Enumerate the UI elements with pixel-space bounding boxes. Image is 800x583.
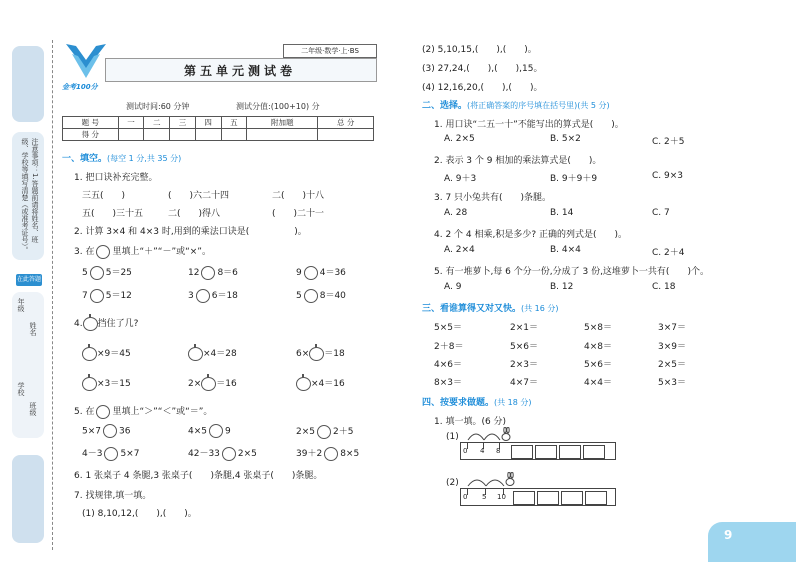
- score-input[interactable]: [144, 129, 170, 141]
- operand: 12: [188, 268, 200, 278]
- answer-circle[interactable]: [304, 266, 318, 280]
- operand: 8＝6: [217, 268, 238, 278]
- label-grade: 年级: [17, 298, 25, 312]
- s4-q1-text: 1. 填一填。(6 分): [434, 417, 507, 427]
- choice-question: 2. 表示 3 个 9 相加的乘法算式是( )。: [434, 156, 602, 166]
- calc-item[interactable]: 3×9＝: [658, 342, 686, 352]
- answer-box[interactable]: [511, 445, 533, 459]
- q5-prefix: 5. 在: [74, 407, 95, 417]
- tick-label: 0: [463, 493, 468, 501]
- operand: 7: [82, 291, 88, 301]
- operand: ＝16: [216, 379, 237, 389]
- section-note: (共 18 分): [494, 398, 532, 407]
- apple-icon[interactable]: [309, 347, 324, 361]
- notice-panel: [12, 132, 44, 260]
- operand: 42－33: [188, 449, 220, 459]
- q4-item: [296, 346, 345, 361]
- calc-item[interactable]: 2×5＝: [658, 360, 686, 370]
- operand: 2×5: [296, 427, 315, 437]
- choice-question: 5. 有一堆萝卜,每 6 个分一份,分成了 3 份,这堆萝卜一共有( )个。: [434, 267, 709, 277]
- answer-box[interactable]: [537, 491, 559, 505]
- q6-text: 6. 1 张桌子 4 条腿,3 张桌子( )条腿,4 张桌子( )条腿。: [74, 471, 323, 481]
- answer-circle[interactable]: [90, 266, 104, 280]
- operand: ×3＝15: [97, 379, 131, 389]
- notice-text: 注意事项：1.答题前请将姓名、班级、学校等填写清楚（或准考证号）。: [21, 138, 39, 254]
- operand: 8＝40: [319, 291, 346, 301]
- calc-item[interactable]: 3×7＝: [658, 323, 686, 333]
- q1-item[interactable]: ( )二十一: [272, 209, 325, 219]
- section-note: (将正确答案的序号填在括号里)(共 5 分): [467, 101, 610, 110]
- calc-item[interactable]: 5×8＝: [584, 323, 612, 333]
- q4-item: [296, 376, 345, 391]
- q7-item[interactable]: (3) 27,24,( ),( ),15。: [422, 64, 543, 74]
- answer-circle[interactable]: [90, 289, 104, 303]
- operand: 5＝25: [105, 268, 132, 278]
- apple-icon[interactable]: [188, 347, 203, 361]
- calc-item[interactable]: 2×1＝: [510, 323, 538, 333]
- choice-option[interactable]: A. 9＋3: [444, 174, 477, 184]
- test-score: 测试分值:(100+10) 分: [236, 102, 320, 111]
- choice-option[interactable]: A. 2×5: [444, 134, 475, 144]
- page-title: 第五单元测试卷: [183, 64, 296, 78]
- operand: 6＝18: [211, 291, 238, 301]
- q5-item: [296, 424, 353, 439]
- q3-item: [82, 288, 132, 303]
- q3-suffix: 里填上“＋”“－”或“×”。: [112, 247, 211, 257]
- apple-icon[interactable]: [82, 377, 97, 391]
- apple-icon[interactable]: [201, 377, 216, 391]
- calc-item[interactable]: 4×6＝: [434, 360, 462, 370]
- rabbit-icon: [500, 427, 512, 441]
- binding-strip-bottom: [12, 455, 44, 543]
- q5-suffix: 里填上“＞”“＜”或“＝”。: [112, 407, 213, 417]
- calc-item[interactable]: 4×4＝: [584, 378, 612, 388]
- student-info-panel: [12, 292, 44, 438]
- answer-box[interactable]: [559, 445, 581, 459]
- operand: 5×7: [120, 449, 140, 459]
- q4-item: [188, 346, 237, 361]
- choice-question: 4. 2 个 4 相乘,积是多少? 正确的列式是( )。: [434, 230, 628, 240]
- number-line-2: [460, 488, 616, 506]
- score-input[interactable]: [318, 129, 374, 141]
- choice-option[interactable]: B. 12: [550, 282, 574, 292]
- apple-icon: [83, 317, 98, 331]
- q4-item: [82, 346, 131, 361]
- q5-item: [82, 424, 130, 438]
- choice-option[interactable]: A. 28: [444, 208, 468, 218]
- operand: ×4＝16: [311, 379, 345, 389]
- q4-prefix: 4.: [74, 319, 83, 329]
- calc-item[interactable]: 8×3＝: [434, 378, 462, 388]
- operand: 6×: [296, 349, 310, 359]
- answer-circle[interactable]: [304, 289, 318, 303]
- score-table-header-row: [63, 117, 374, 129]
- q3-prefix: 3. 在: [74, 247, 95, 257]
- label-school: 学校: [17, 382, 25, 396]
- score-input[interactable]: [221, 129, 247, 141]
- operand: 4＝36: [319, 268, 346, 278]
- q5-item: [188, 446, 257, 461]
- tick-label: 10: [497, 493, 506, 501]
- score-input[interactable]: [247, 129, 318, 141]
- operand: 4－3: [82, 449, 103, 459]
- score-table: [62, 116, 374, 141]
- score-input[interactable]: [118, 129, 144, 141]
- choice-question: 1. 用口诀“二五一十”不能写出的算式是( )。: [434, 120, 624, 130]
- calc-item[interactable]: 5×3＝: [658, 378, 686, 388]
- apple-icon[interactable]: [82, 347, 97, 361]
- q5-item: [188, 424, 231, 438]
- q3-item: [296, 265, 346, 280]
- calc-item[interactable]: 2＋8＝: [434, 342, 464, 352]
- operand: 2＋5: [333, 427, 354, 437]
- operand: ＝18: [324, 349, 345, 359]
- section-2-title: [422, 98, 610, 111]
- table-cell: 附加题: [247, 117, 318, 129]
- operand: 5×7: [82, 426, 101, 437]
- q7-item[interactable]: (1) 8,10,12,( ),( )。: [82, 509, 197, 519]
- calc-item[interactable]: 5×6＝: [510, 342, 538, 352]
- q4-suffix: 挡住了几?: [97, 319, 139, 329]
- operand: 8×5: [340, 449, 360, 459]
- choice-option[interactable]: A. 2×4: [444, 245, 475, 255]
- q4-item: [82, 376, 131, 391]
- answer-box[interactable]: [585, 491, 607, 505]
- section-1-title: [62, 151, 181, 164]
- q3-text: [74, 244, 211, 259]
- tick-label: 8: [496, 447, 501, 455]
- table-cell: 四: [195, 117, 221, 129]
- section-title-text: 四、按要求做题。: [422, 398, 495, 408]
- operand: ×4＝28: [203, 349, 237, 359]
- calc-item[interactable]: 4×7＝: [510, 378, 538, 388]
- test-time: 测试时间:60 分钟: [126, 102, 190, 111]
- q7-text: 7. 找规律,填一填。: [74, 491, 152, 501]
- choice-option[interactable]: A. 9: [444, 282, 462, 292]
- operand: 5＝12: [105, 291, 132, 301]
- page-badge: [708, 522, 796, 562]
- q3-item: [296, 288, 346, 303]
- binding-dashed-line: [52, 40, 53, 550]
- operand: 5: [296, 291, 302, 301]
- q3-item: [188, 288, 238, 303]
- table-cell: 二: [144, 117, 170, 129]
- q1-item[interactable]: 三五( ): [82, 191, 126, 201]
- calc-item[interactable]: 5×6＝: [584, 360, 612, 370]
- operand: 5: [82, 268, 88, 278]
- q1-item[interactable]: 二( )十八: [272, 191, 325, 201]
- section-title-text: 一、填空。: [62, 154, 108, 164]
- answer-box[interactable]: [561, 491, 583, 505]
- grade-tag: 二年级·数学·上·BS: [283, 44, 377, 58]
- answer-area-tag: 在此答题: [16, 274, 42, 286]
- table-cell: 三: [170, 117, 196, 129]
- q3-item: [82, 265, 132, 280]
- apple-icon[interactable]: [296, 377, 311, 391]
- section-4-title: [422, 395, 532, 408]
- q1-item[interactable]: ( )六二十四: [168, 191, 230, 201]
- calc-item[interactable]: 5×5＝: [434, 323, 462, 333]
- section-title-text: 二、选择。: [422, 101, 468, 111]
- operand: 4×5: [188, 426, 207, 437]
- rabbit-icon: [504, 472, 516, 486]
- q3-item: [188, 265, 238, 280]
- answer-circle[interactable]: [196, 289, 210, 303]
- logo-text: 金考100分: [62, 83, 98, 91]
- choice-option[interactable]: C. 18: [652, 282, 676, 292]
- label-name: 姓名: [29, 322, 37, 336]
- number-line-label: (1): [446, 432, 459, 442]
- table-cell: 得 分: [63, 129, 119, 141]
- q5-item: [296, 446, 359, 461]
- q1-item[interactable]: 五( )三十五: [82, 209, 144, 219]
- answer-box[interactable]: [513, 491, 535, 505]
- q4-item: [188, 376, 237, 391]
- number-line-1: [460, 442, 616, 460]
- operand: 36: [119, 426, 131, 437]
- choice-option[interactable]: C. 2＋4: [652, 248, 685, 258]
- operand: 3: [188, 291, 194, 301]
- tick-label: 5: [482, 493, 487, 501]
- table-cell: 总 分: [318, 117, 374, 129]
- answer-circle[interactable]: [324, 447, 338, 461]
- answer-circle[interactable]: [317, 425, 331, 439]
- answer-box[interactable]: [583, 445, 605, 459]
- answer-circle[interactable]: [103, 424, 117, 438]
- choice-option[interactable]: B. 9＋9＋9: [550, 174, 598, 184]
- operand: 2×: [188, 379, 202, 389]
- choice-option[interactable]: C. 2＋5: [652, 137, 685, 147]
- q2-text: 2. 计算 3×4 和 4×3 时,用到的乘法口诀是( )。: [74, 227, 307, 237]
- operand: 9: [225, 426, 231, 437]
- answer-circle[interactable]: [201, 266, 215, 280]
- score-input[interactable]: [195, 129, 221, 141]
- label-class: 班级: [29, 402, 37, 416]
- choice-option[interactable]: B. 5×2: [550, 134, 581, 144]
- table-cell: 一: [118, 117, 144, 129]
- score-table-score-row: [63, 129, 374, 141]
- q7-item[interactable]: (2) 5,10,15,( ),( )。: [422, 45, 537, 55]
- calc-item[interactable]: 2×3＝: [510, 360, 538, 370]
- answer-circle[interactable]: [222, 447, 236, 461]
- section-title-text: 三、看谁算得又对又快。: [422, 304, 522, 314]
- choice-option[interactable]: B. 14: [550, 208, 574, 218]
- answer-box[interactable]: [535, 445, 557, 459]
- circle-icon: [96, 405, 110, 419]
- choice-option[interactable]: C. 9×3: [652, 171, 683, 181]
- table-cell: 题 号: [63, 117, 119, 129]
- section-note: (每空 1 分,共 35 分): [107, 154, 182, 163]
- tick-label: 4: [480, 447, 485, 455]
- choice-option[interactable]: B. 4×4: [550, 245, 581, 255]
- operand: 39＋2: [296, 449, 323, 459]
- operand: ×9＝45: [97, 349, 131, 359]
- calc-item[interactable]: 4×8＝: [584, 342, 612, 352]
- q5-text: [74, 404, 212, 419]
- binding-strip-top: [12, 46, 44, 122]
- q4-text: [74, 316, 138, 331]
- tick-label: 0: [463, 447, 468, 455]
- circle-icon: [96, 245, 110, 259]
- page-number: 9: [724, 528, 733, 542]
- operand: 2×5: [237, 449, 257, 459]
- q7-item[interactable]: (4) 12,16,20,( ),( )。: [422, 83, 543, 93]
- operand: 9: [296, 268, 302, 278]
- answer-circle[interactable]: [209, 424, 223, 438]
- choice-question: 3. 7 只小兔共有( )条腿。: [434, 193, 552, 203]
- q1-text: 1. 把口诀补充完整。: [74, 173, 158, 183]
- q5-item: [82, 446, 139, 461]
- table-cell: 五: [221, 117, 247, 129]
- section-note: (共 16 分): [521, 304, 559, 313]
- number-line-label: (2): [446, 478, 459, 488]
- choice-option[interactable]: C. 7: [652, 208, 670, 218]
- answer-circle[interactable]: [104, 447, 118, 461]
- q1-item[interactable]: 二( )得八: [168, 209, 221, 219]
- score-input[interactable]: [170, 129, 196, 141]
- section-3-title: [422, 301, 559, 314]
